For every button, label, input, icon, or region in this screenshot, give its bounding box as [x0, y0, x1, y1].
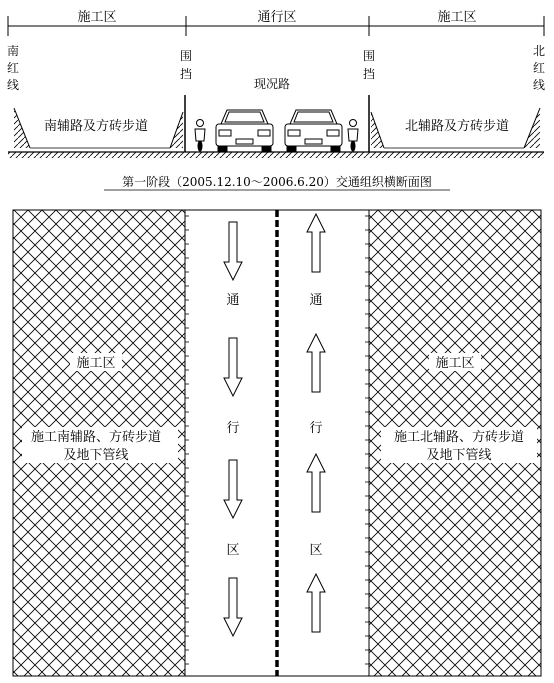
lane-left-char-1: 通: [226, 293, 240, 308]
north-red-line-label: [533, 44, 545, 92]
lane-left-char-3: 区: [226, 543, 240, 558]
fence-label-right: [363, 49, 375, 81]
ground-hatch: [8, 152, 544, 158]
plan-view: [13, 210, 541, 676]
svg-text:南: 南: [6, 44, 20, 58]
svg-text:围: 围: [179, 49, 193, 63]
lane-right-char-1: 通: [309, 293, 323, 308]
car-right-icon: [285, 110, 342, 152]
svg-text:红: 红: [6, 61, 20, 75]
zone-label-left: 施工区: [77, 10, 117, 25]
cross-section-caption: 第一阶段（2005.12.10～2006.6.20）交通组织横断面图: [122, 175, 432, 189]
lane-right-char-3: 区: [309, 543, 323, 558]
right-zone-desc-2: 及地下管线: [426, 448, 492, 463]
cyclist-left-icon: [195, 120, 205, 152]
zone-label-right: 施工区: [437, 10, 477, 25]
left-zone-desc-2: 及地下管线: [63, 448, 129, 463]
cyclist-right-icon: [348, 120, 358, 152]
fence-label-left: [180, 49, 192, 81]
north-aux-road-label: 北辅路及方砖步道: [404, 119, 510, 134]
svg-text:挡: 挡: [362, 67, 376, 81]
lane-right-char-2: 行: [309, 421, 323, 436]
svg-text:红: 红: [532, 61, 546, 75]
svg-text:挡: 挡: [179, 67, 193, 81]
south-aux-road-label: 南辅路及方砖步道: [43, 119, 149, 134]
south-red-line-label: [7, 43, 19, 92]
existing-road-label: 现况路: [253, 77, 291, 91]
left-zone-desc-1: 施工南辅路、方砖步道: [30, 430, 162, 445]
svg-text:北: 北: [532, 44, 546, 58]
svg-text:线: 线: [532, 78, 546, 92]
zone-label-center: 通行区: [257, 10, 297, 25]
svg-text:线: 线: [6, 78, 20, 92]
svg-text:围: 围: [362, 49, 376, 63]
cross-section: [7, 10, 545, 190]
left-zone-title: 施工区: [76, 356, 116, 371]
car-left-icon: [216, 110, 273, 152]
lane-left-char-2: 行: [226, 421, 240, 436]
right-zone-title: 施工区: [435, 356, 475, 371]
right-zone-desc-1: 施工北辅路、方砖步道: [393, 430, 525, 445]
